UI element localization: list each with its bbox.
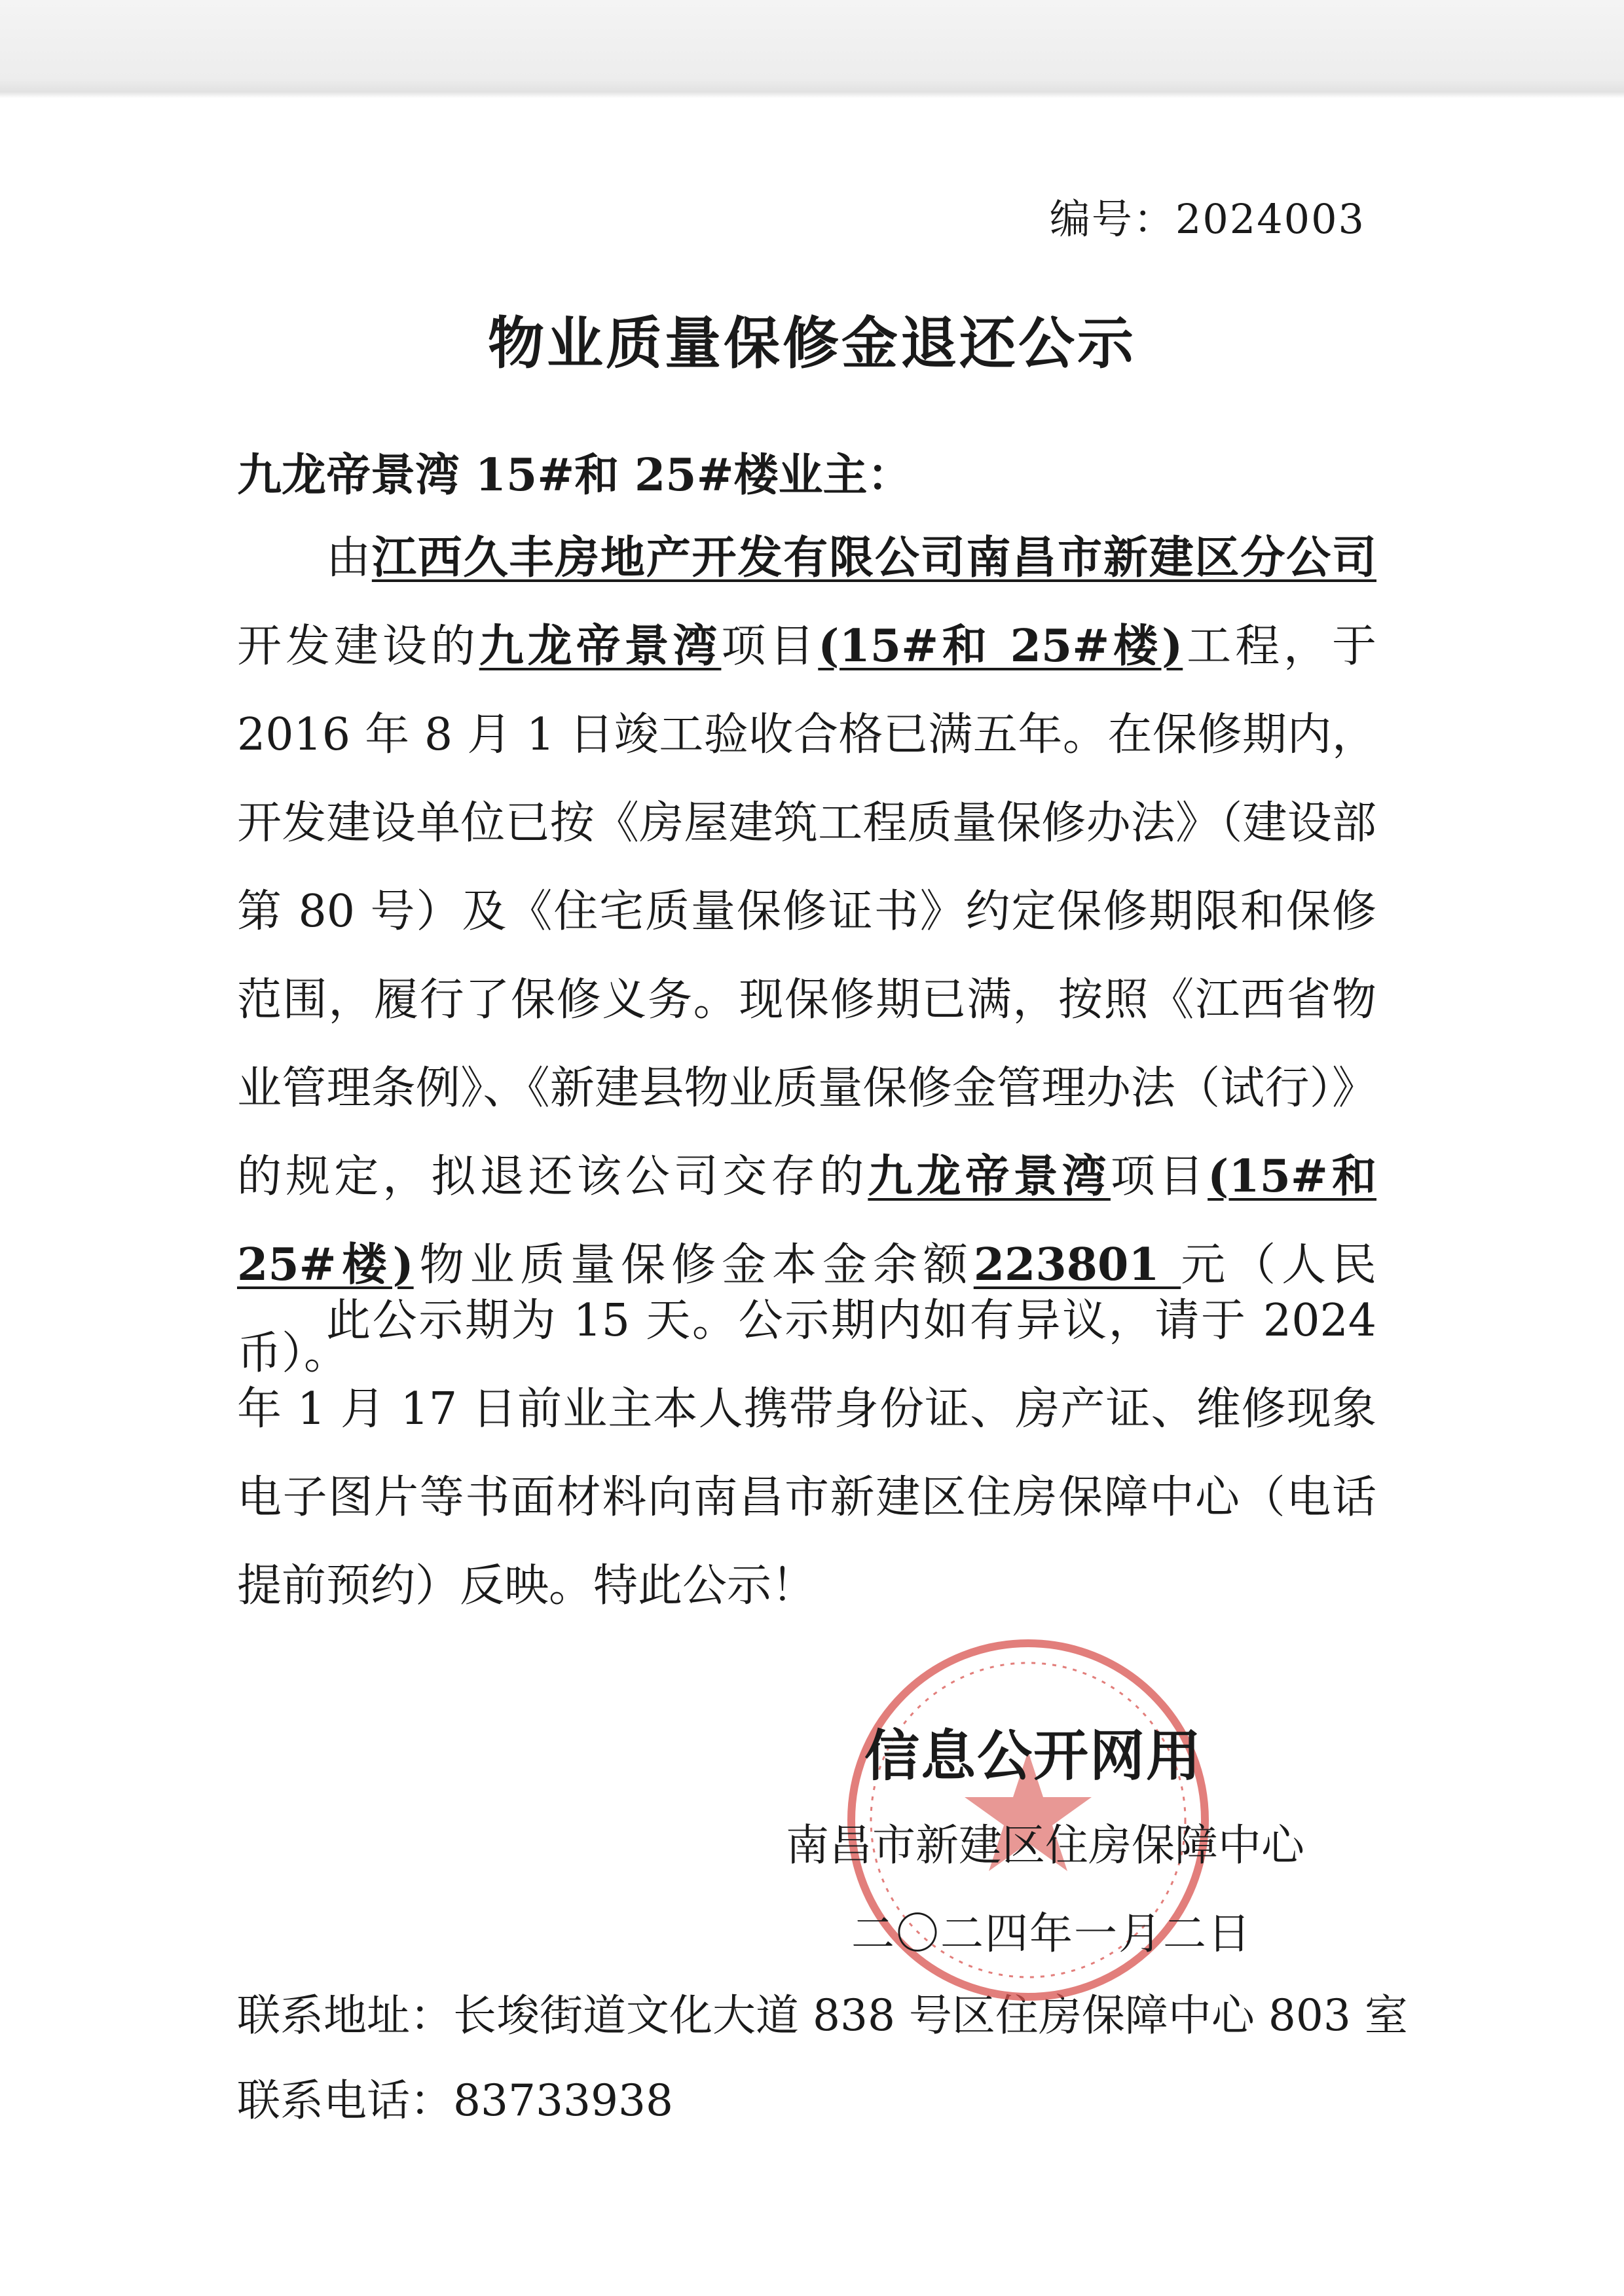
p1-text-c: 项目 — [721, 621, 819, 672]
contact-phone-value: 83733938 — [453, 2075, 673, 2126]
building-numbers-2: (15#和 25#楼) — [237, 1150, 1376, 1291]
contact-address-value: 长埈街道文化大道 838 号区住房保障中心 803 室 — [453, 1990, 1408, 2041]
p1-text-a: 由 — [326, 532, 372, 584]
signature-stamp-text: 信息公开网用 — [864, 1724, 1203, 1788]
body-paragraph-2: 此公示期为 15 天。公示期内如有异议，请于 2024 年 1 月 17 日前业主本人携带身份证、房产证、维修现象电子图片等书面材料向南昌市新建区住房保障中心（电话提前预约）反映。特此公示！ — [237, 1295, 1376, 1612]
p1-text-e: 项目 — [1110, 1151, 1208, 1203]
project-name: 九龙帝景湾 — [479, 620, 722, 672]
issuing-organization: 南昌市新建区住房保障中心 — [786, 1820, 1304, 1870]
deposit-amount: 223801 — [973, 1239, 1181, 1291]
scan-top-edge — [0, 0, 1624, 98]
salutation: 九龙帝景湾 15#和 25#楼业主： — [237, 449, 912, 501]
contact-phone-label: 联系电话： — [237, 2075, 453, 2126]
issue-date: 二〇二四年一月二日 — [851, 1908, 1252, 1959]
project-name-2: 九龙帝景湾 — [868, 1150, 1111, 1203]
page-title: 物业质量保修金退还公示 — [488, 311, 1136, 376]
document-number-label: 编号： — [1049, 195, 1175, 243]
contact-address-label: 联系地址： — [237, 1990, 453, 2041]
p1-text-d: 工程，于 2016 年 8 月 1 日竣工验收合格已满五年。在保修期内，开发建设单位已按《房屋建筑工程质量保修办法》（建设部第 80 号）及《住宅质量保修证书》约定保修期限和保修范围，履行了保修义务。现保修期已满，按照《江西省物业管理条例》、《新建县物业质量保修金管理办法（试行）》的规定，拟退还该公司交存的 — [237, 621, 1376, 1203]
document-number-value: 2024003 — [1175, 195, 1365, 243]
document-number — [1050, 187, 1365, 245]
p1-text-g: 元（人民币）。 — [237, 1239, 1376, 1379]
p1-text-b: 开发建设的 — [237, 621, 479, 672]
body-paragraph-1 — [237, 514, 1376, 1398]
developer-company: 江西久丰房地产开发有限公司南昌市新建区分公司 — [371, 532, 1376, 584]
contact-phone — [237, 2066, 673, 2128]
building-numbers: (15#和 25#楼) — [818, 620, 1183, 672]
p1-text-f: 物业质量保修金本金余额 — [413, 1239, 974, 1291]
contact-address — [237, 1980, 1408, 2043]
